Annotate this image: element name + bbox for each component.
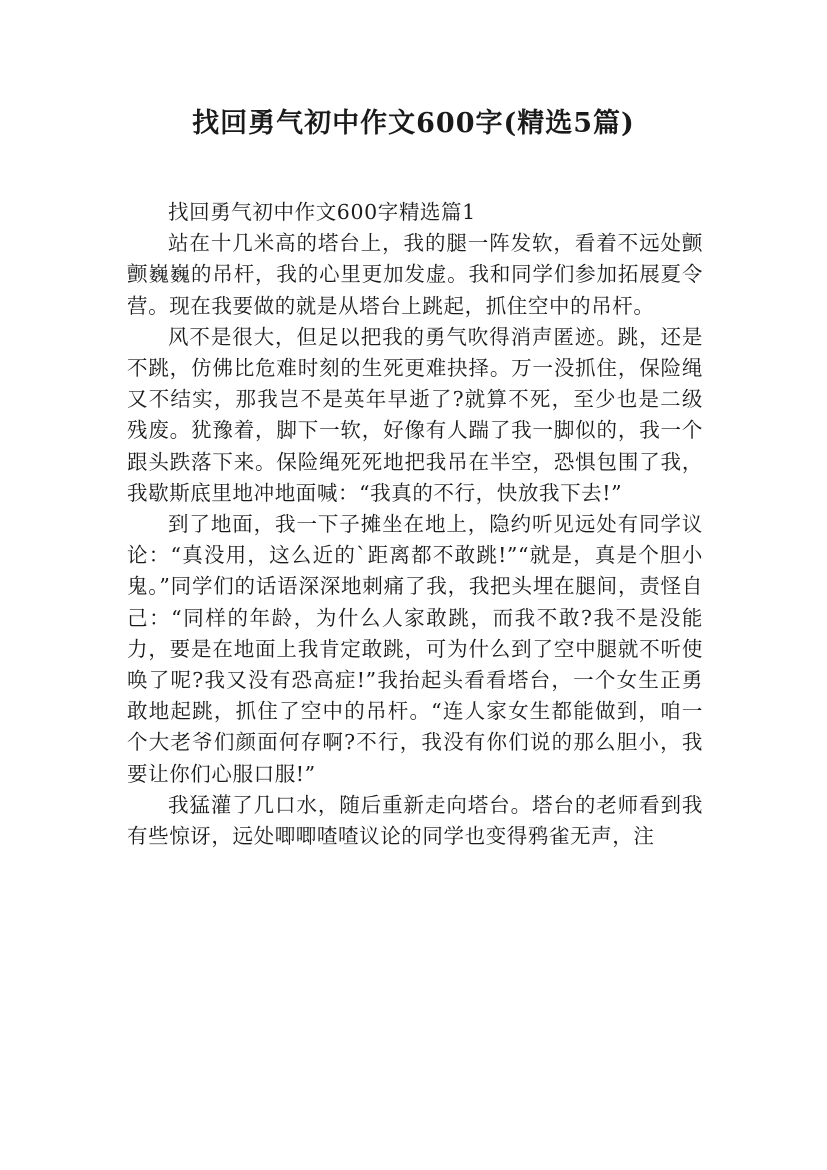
- paragraph: 到了地面，我一下子摊坐在地上，隐约听见远处有同学议论：“真没用，这么近的`距离都不敢跳!”“就是，真是个胆小鬼。”同学们的话语深深地刺痛了我，我把头埋在腿间，责怪自己：“同样的年龄，为什么人家敢跳，而我不敢?我不是没能力，要是在地面上我肯定敢跳，可为什么到了空中腿就不听使唤了呢?我又没有恐高症!”我抬起头看看塔台，一个女生正勇敢地起跳，抓住了空中的吊杆。“连人家女生都能做到，咱一个大老爷们颜面何存啊?不行，我没有你们说的那么胆小，我要让你们心服口服!”: [127, 512, 703, 786]
- paragraph: 我猛灌了几口水，随后重新走向塔台。塔台的老师看到我有些惊讶，远处唧唧喳喳议论的同学也变得鸦雀无声，注: [127, 792, 703, 849]
- document-body: [127, 197, 703, 852]
- paragraph: 风不是很大，但足以把我的勇气吹得消声匿迹。跳，还是不跳，仿佛比危难时刻的生死更难抉择。万一没抓住，保险绳又不结实，那我岂不是英年早逝了?就算不死，至少也是二级残废。犹豫着，脚下一软，好像有人踹了我一脚似的，我一个跟头跌落下来。保险绳死死地把我吊在半空，恐惧包围了我，我歇斯底里地冲地面喊：“我真的不行，快放我下去!”: [127, 324, 703, 505]
- document-title: 找回勇气初中作文600字(精选5篇): [192, 108, 635, 139]
- section-heading: 找回勇气初中作文600字精选篇1: [168, 200, 476, 224]
- paragraph: 站在十几米高的塔台上，我的腿一阵发软，看着不远处颤颤巍巍的吊杆，我的心里更加发虚。我和同学们参加拓展夏令营。现在我要做的就是从塔台上跳起，抓住空中的吊杆。: [127, 231, 703, 318]
